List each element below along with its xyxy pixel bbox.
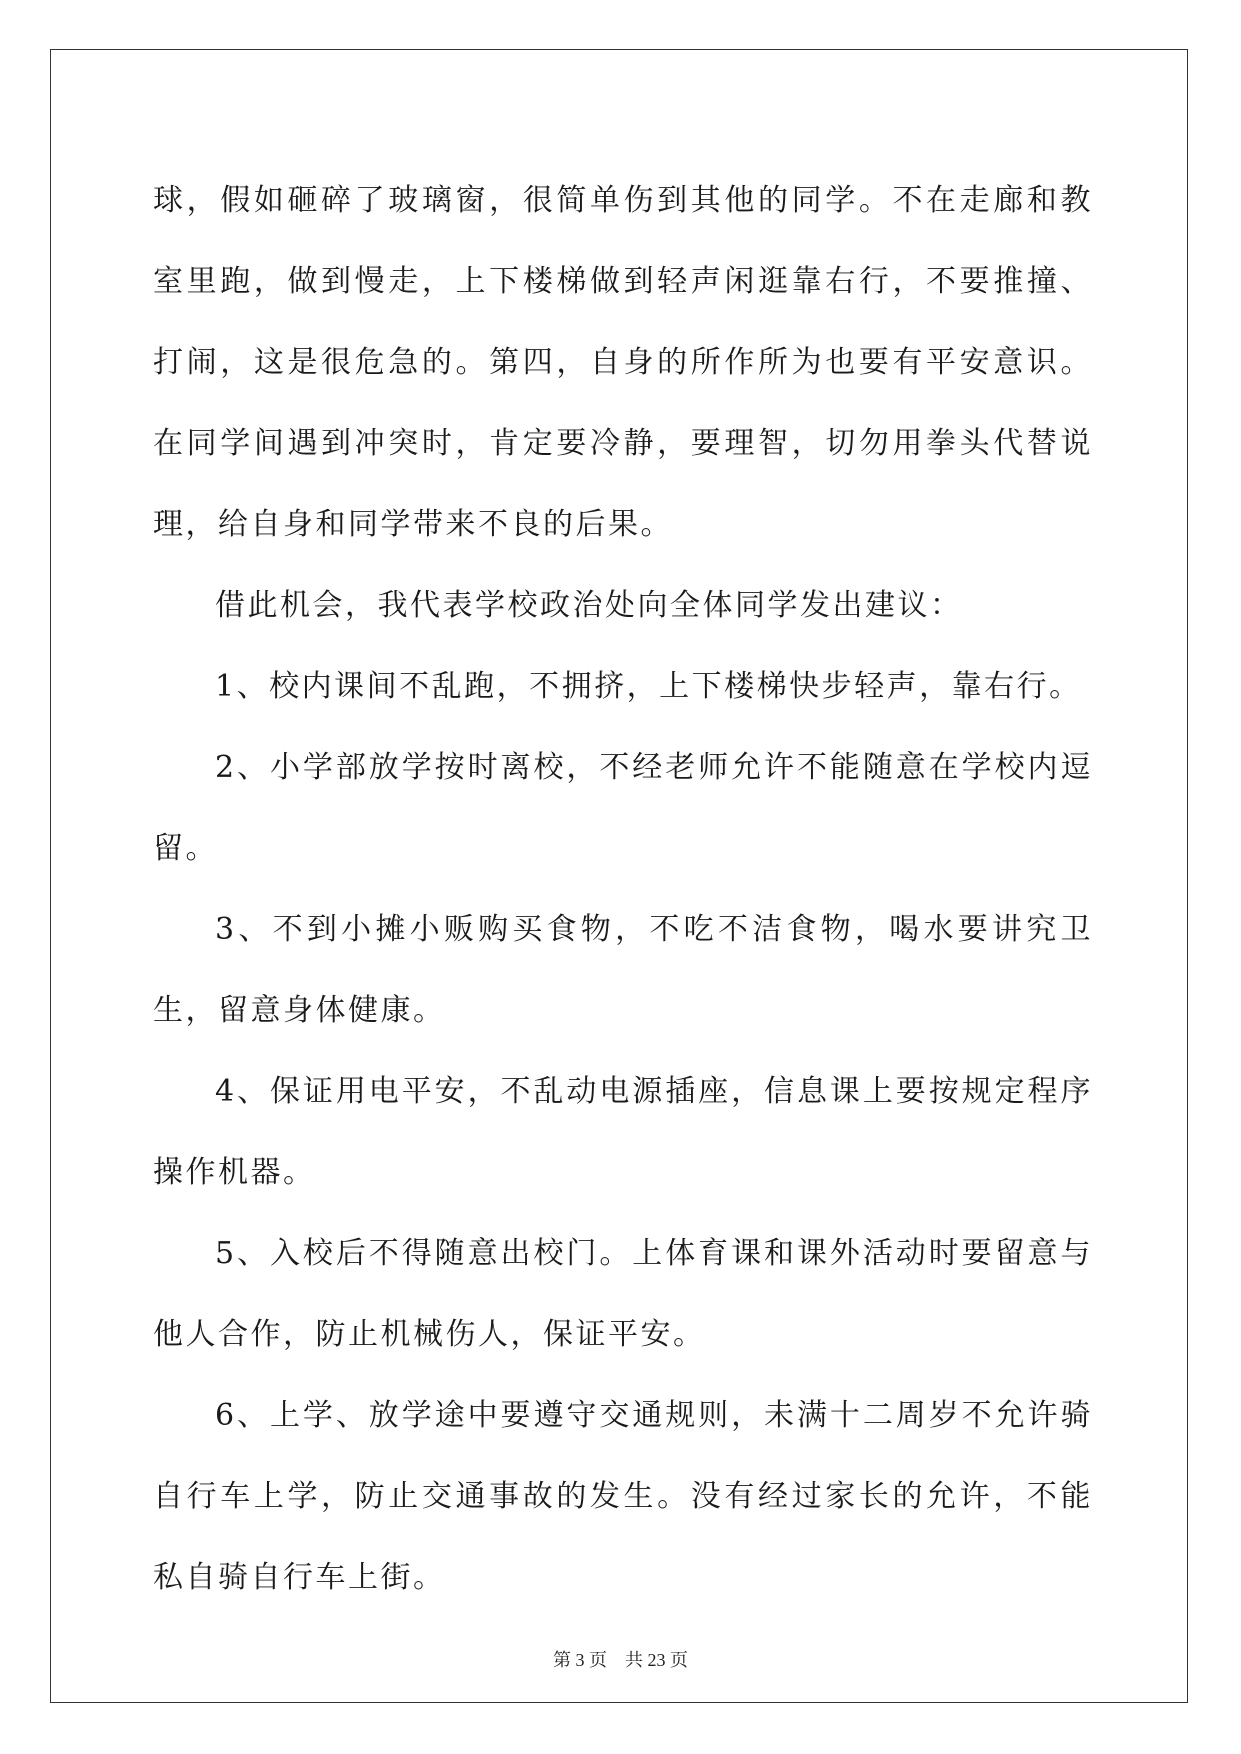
paragraph-intro: 借此机会，我代表学校政治处向全体同学发出建议： [215,588,963,623]
page-number: 第 3 页 [553,1650,607,1670]
list-item-1: 1、校内课间不乱跑，不拥挤，上下楼梯快步轻声，靠右行。 [215,669,1082,704]
page-total: 共 23 页 [625,1650,688,1670]
list-item-5: 5、入校后不得随意出校门。上体育课和课外活动时要留意与他人合作，防止机械伤人，保证平安。 [153,1236,1093,1352]
list-item-3: 3、不到小摊小贩购买食物，不吃不洁食物，喝水要讲究卫生，留意身体健康。 [153,912,1093,1028]
page-footer [0,1646,1241,1672]
list-item-6: 6、上学、放学途中要遵守交通规则，未满十二周岁不允许骑自行车上学，防止交通事故的发生。没有经过家长的允许，不能私自骑自行车上街。 [153,1398,1093,1595]
paragraph-continuation: 球，假如砸碎了玻璃窗，很简单伤到其他的同学。不在走廊和教室里跑，做到慢走，上下楼梯做到轻声闲逛靠右行，不要推撞、打闹，这是很危急的。第四，自身的所作所为也要有平安意识。在同学间遇到冲突时，肯定要冷静，要理智，切勿用拳头代替说理，给自身和同学带来不良的后果。 [153,183,1093,542]
document-body [153,160,1093,1618]
list-item-2: 2、小学部放学按时离校，不经老师允许不能随意在学校内逗留。 [153,750,1093,866]
list-item-4: 4、保证用电平安，不乱动电源插座，信息课上要按规定程序操作机器。 [153,1074,1093,1190]
